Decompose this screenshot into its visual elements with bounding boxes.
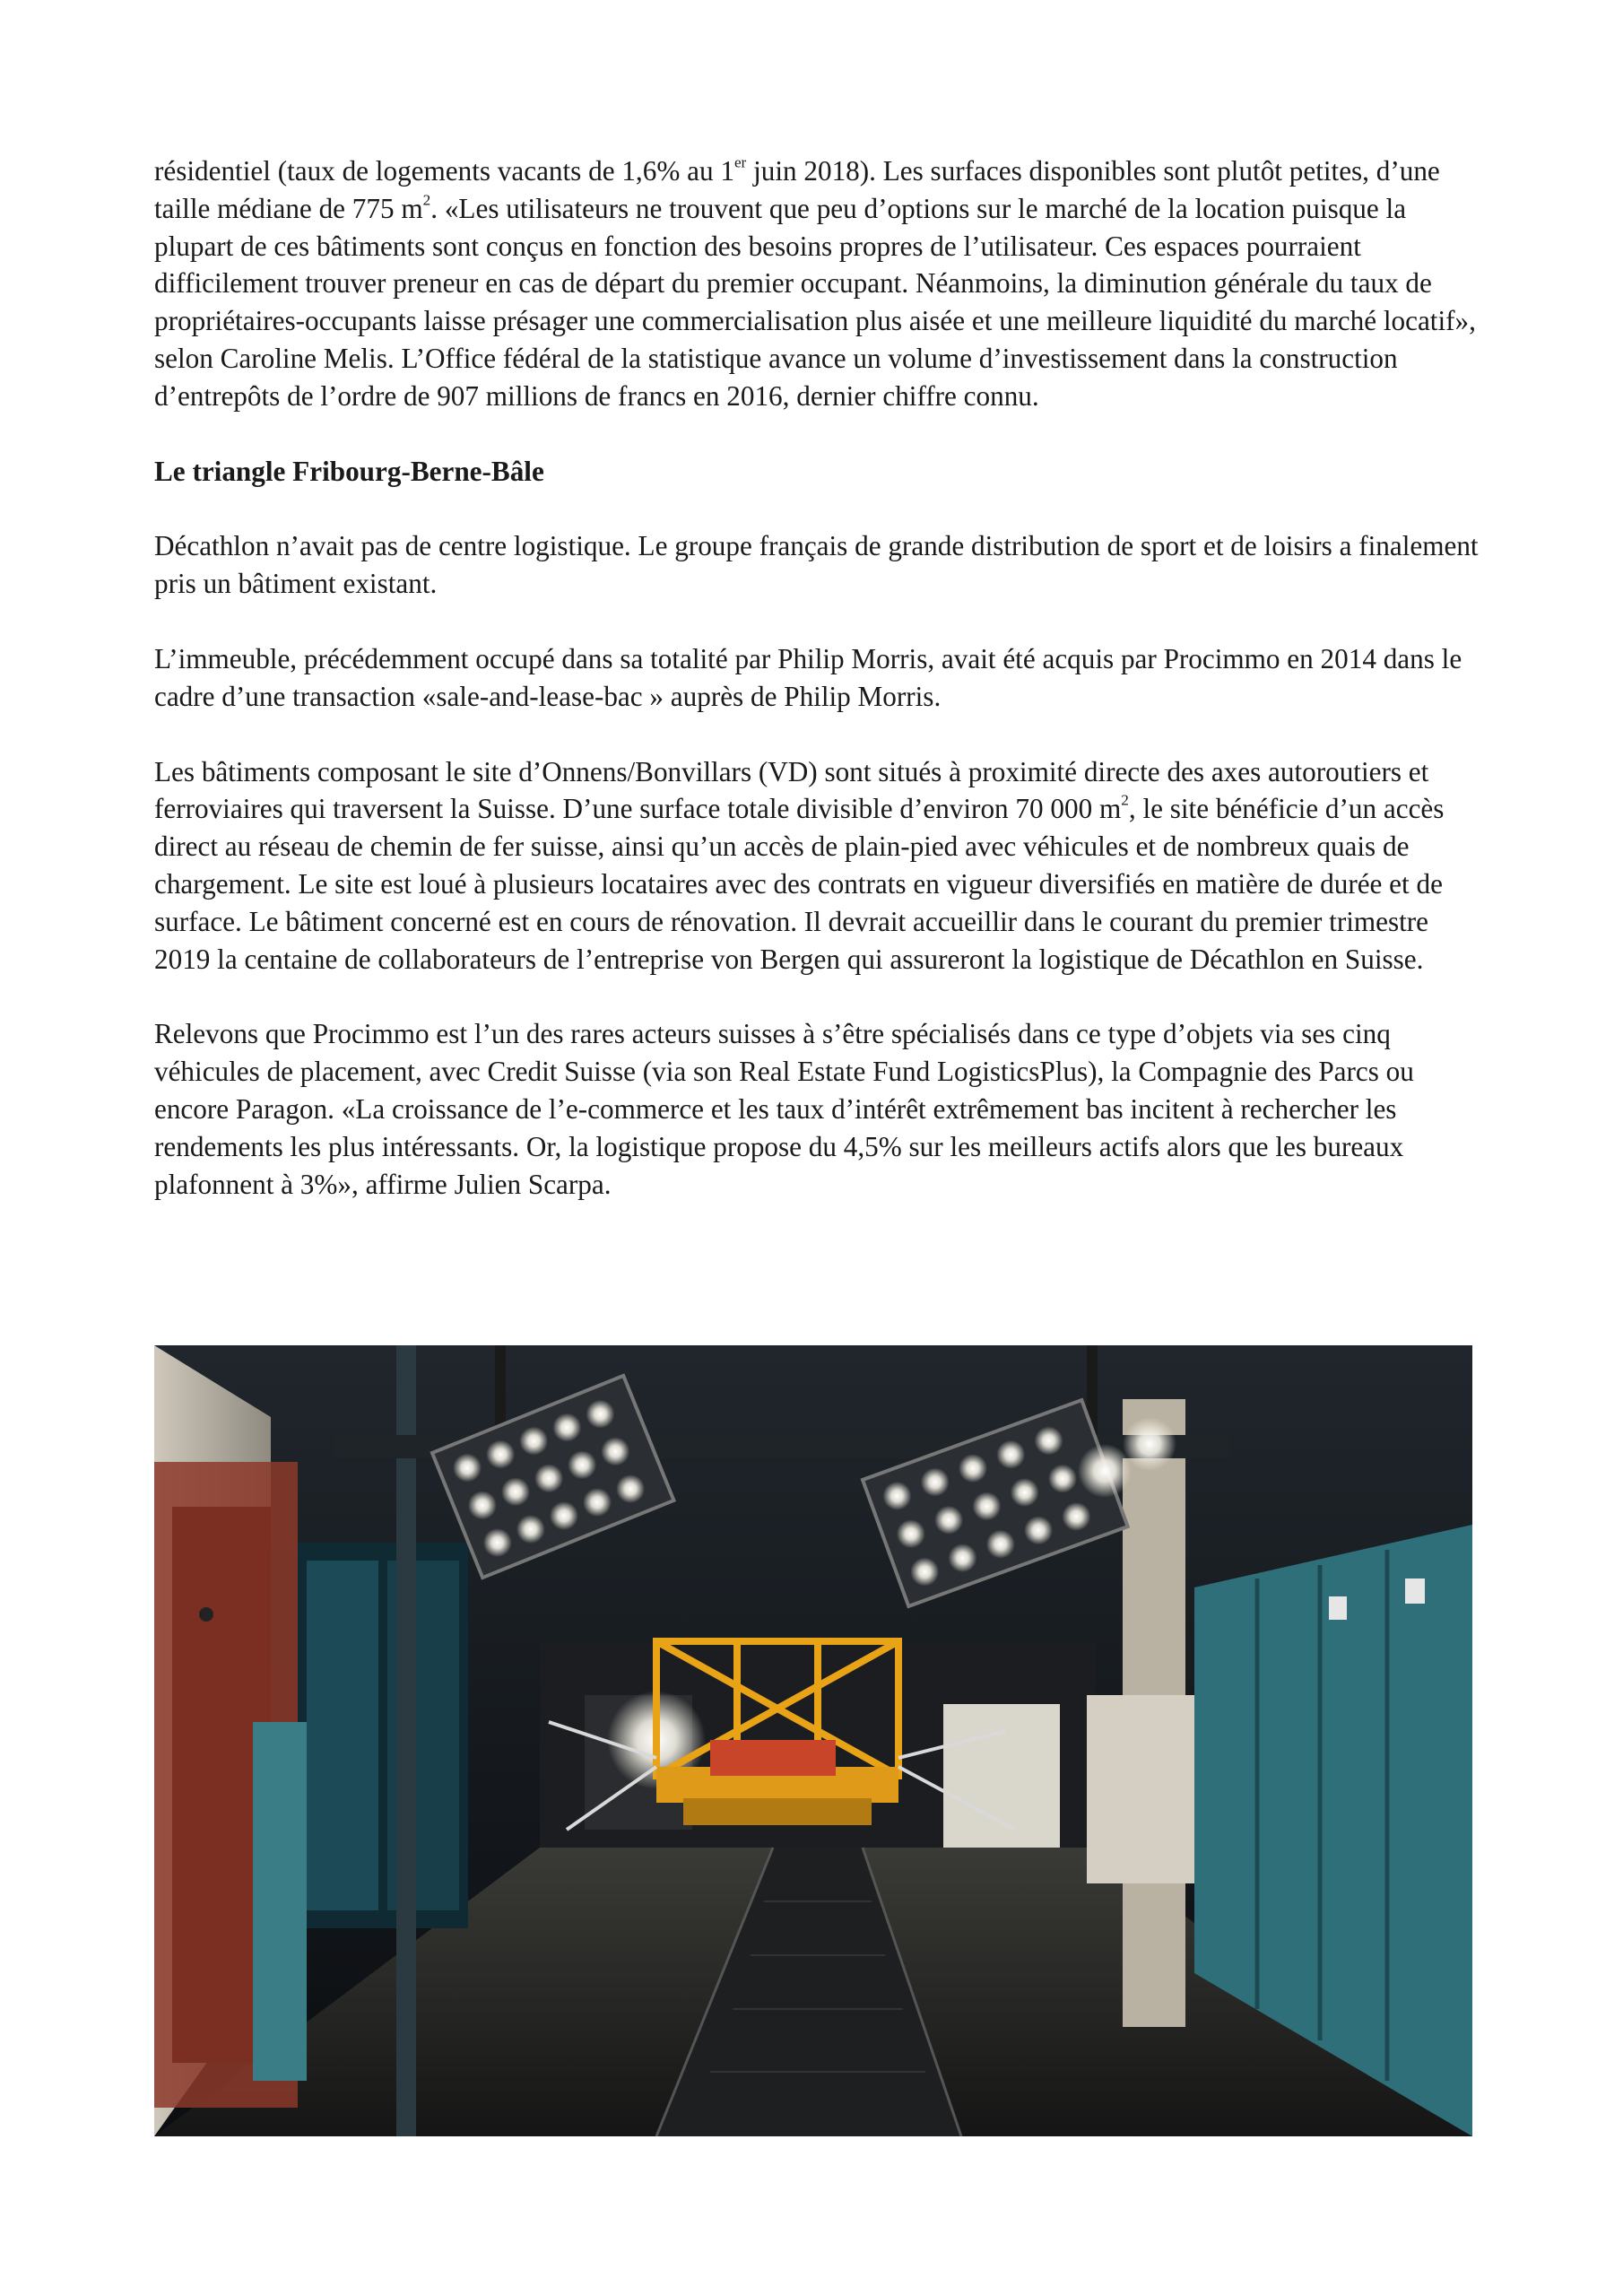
text-run: . «Les utilisateurs ne trouvent que peu d’options sur le marché de la location puisque la plupart de ces bâtiments sont conçus en fonction des besoins propres de l’utilisateur. Ces espaces pourraient difficilement trouver preneur en cas de départ du premier occupant. Néanmoins, la diminution générale du taux de propriétaires-occupants laisse présager une commercialisation plus aisée et une meilleure liquidité du marché locatif», selon Caroline Melis. L’Office fédéral de la statistique avance un volume d’investissement dans la construction d’entrepôts de l’ordre de 907 millions de francs en 2016, dernier chiffre connu. — [154, 192, 1476, 412]
text-run: , le site bénéficie d’un accès direct au réseau de chemin de fer suisse, ainsi qu’un accès de plain-pied avec véhicules et de nombreux quais de chargement. Le site est loué à plusieurs locataires avec des contrats en vigueur diversifiés en matière de durée et de surface. Le bâtiment concerné est en cours de rénovation. Il devrait accueillir dans le courant du premier trimestre 2019 la centaine de collaborateurs de l’entreprise von Bergen qui assureront la logistique de Décathlon en Suisse. — [154, 793, 1445, 975]
paragraph-decathlon: Décathlon n’avait pas de centre logistique. Le groupe français de grande distribution de sport et de loisirs a finalement pris un bâtiment existant. — [154, 530, 1479, 600]
text-run: Les bâtiments composant le site d’Onnens/Bonvillars (VD) sont situés à proximité directe des axes autoroutiers et ferroviaires qui traversent la Suisse. D’une surface totale divisible d’environ 70 000 m — [154, 755, 1429, 825]
warehouse-photo — [154, 1345, 1472, 2136]
superscript: 2 — [1121, 791, 1129, 809]
paragraph-procimmo: Relevons que Procimmo est l’un des rares acteurs suisses à s’être spécialisés dans ce type d’objets via ses cinq véhicules de placement, avec Credit Suisse (via son Real Estate Fund LogisticsPlus), la Compagnie des Parcs ou encore Paragon. «La croissance de l’e-commerce et les taux d’intérêt extrêmement bas incitent à rechercher les rendements les plus intéressants. Or, la logistique propose du 4,5% sur les meilleurs actifs alors que les bureaux plafonnent à 3%», affirme Julien Scarpa. — [154, 1018, 1414, 1200]
section-heading: Le triangle Fribourg-Berne-Bâle — [154, 455, 544, 487]
paragraph-philip-morris: L’immeuble, précédemment occupé dans sa totalité par Philip Morris, avait été acquis par Procimmo en 2014 dans le cadre d’une transaction «sale-and-lease-bac » auprès de Philip Morris. — [154, 642, 1462, 712]
paragraph-site — [154, 753, 1481, 978]
superscript: 2 — [422, 191, 431, 209]
paragraph-vacancy — [154, 152, 1481, 415]
text-run: résidentiel (taux de logements vacants de 1,6% au 1 — [154, 155, 734, 187]
superscript: er — [733, 153, 747, 171]
text-run: juin 2018). Les surfaces disponibles sont plutôt petites, d’une taille médiane de 775 m — [154, 155, 1440, 224]
article-body — [154, 152, 1481, 1240]
warehouse-illustration — [154, 1345, 1472, 2136]
